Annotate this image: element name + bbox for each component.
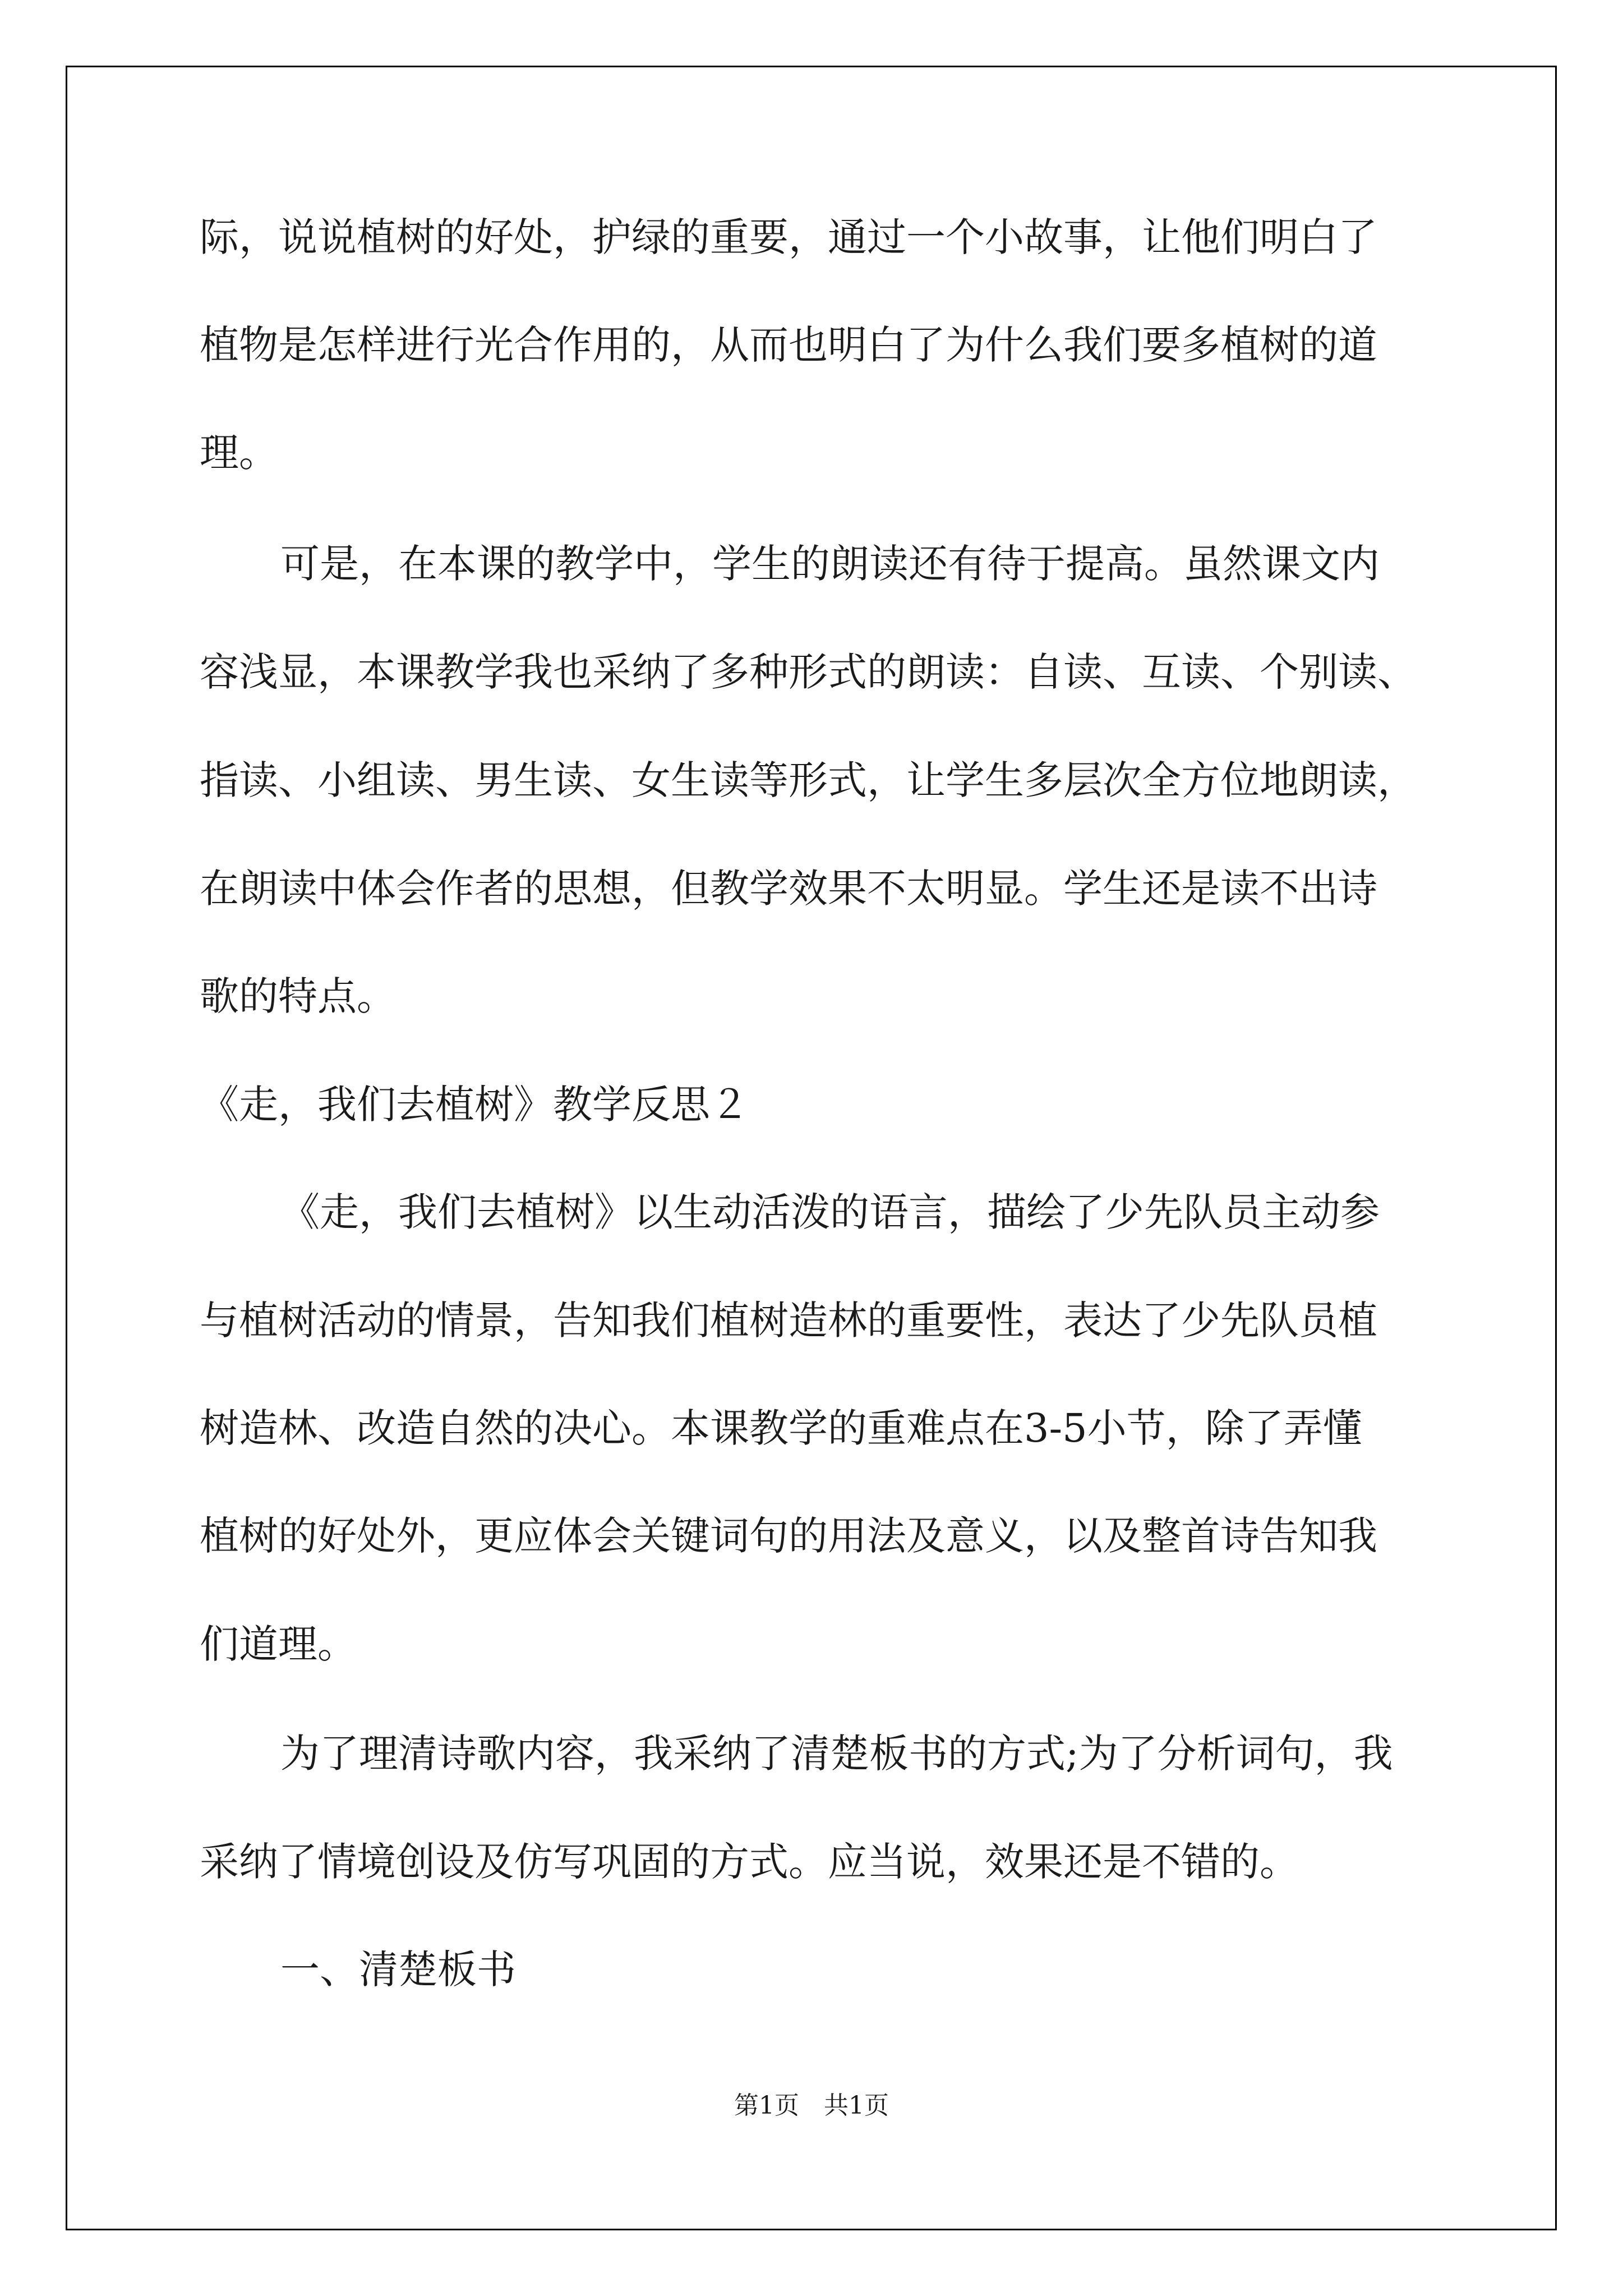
body-text-line: 理。 <box>200 430 278 476</box>
body-text-line: 与植树活动的情景，告知我们植树造林的重要性，表达了少先队员植 <box>200 1297 1377 1343</box>
body-text-line: 采纳了情境创设及仿写巩固的方式。应当说，效果还是不错的。 <box>200 1839 1299 1885</box>
page-frame <box>66 66 1557 2230</box>
body-text-line: 植物是怎样进行光合作用的，从而也明白了为什么我们要多植树的道 <box>200 322 1377 368</box>
body-text-line: 指读、小组读、男生读、女生读等形式，让学生多层次全方位地朗读， <box>200 757 1417 803</box>
body-text-line: 植树的好处外，更应体会关键词句的用法及意义，以及整首诗告知我 <box>200 1513 1377 1559</box>
body-text-line: 际，说说植树的好处，护绿的重要，通过一个小故事，让他们明白了 <box>200 214 1377 260</box>
body-text-line: 可是，在本课的教学中，学生的朗读还有待于提高。虽然课文内 <box>280 541 1380 587</box>
subsection-heading: 一、清楚板书 <box>280 1947 516 1993</box>
section-heading: 《走，我们去植树》教学反思２ <box>200 1082 749 1128</box>
body-text-line: 歌的特点。 <box>200 973 396 1019</box>
body-text-line: 为了理清诗歌内容，我采纳了清楚板书的方式;为了分析词句，我 <box>280 1731 1393 1777</box>
body-text-line: 树造林、改造自然的决心。本课教学的重难点在3-5小节，除了弄懂 <box>200 1405 1362 1451</box>
body-text-line: 容浅显，本课教学我也采纳了多种形式的朗读：自读、互读、个别读、 <box>200 649 1417 695</box>
body-text-line: 《走，我们去植树》以生动活泼的语言，描绘了少先队员主动参 <box>280 1189 1380 1235</box>
body-text-line: 们道理。 <box>200 1621 357 1667</box>
body-text-line: 在朗读中体会作者的思想，但教学效果不太明显。学生还是读不出诗 <box>200 866 1377 912</box>
page-number-footer: 第1页 共1页 <box>734 2091 889 2120</box>
